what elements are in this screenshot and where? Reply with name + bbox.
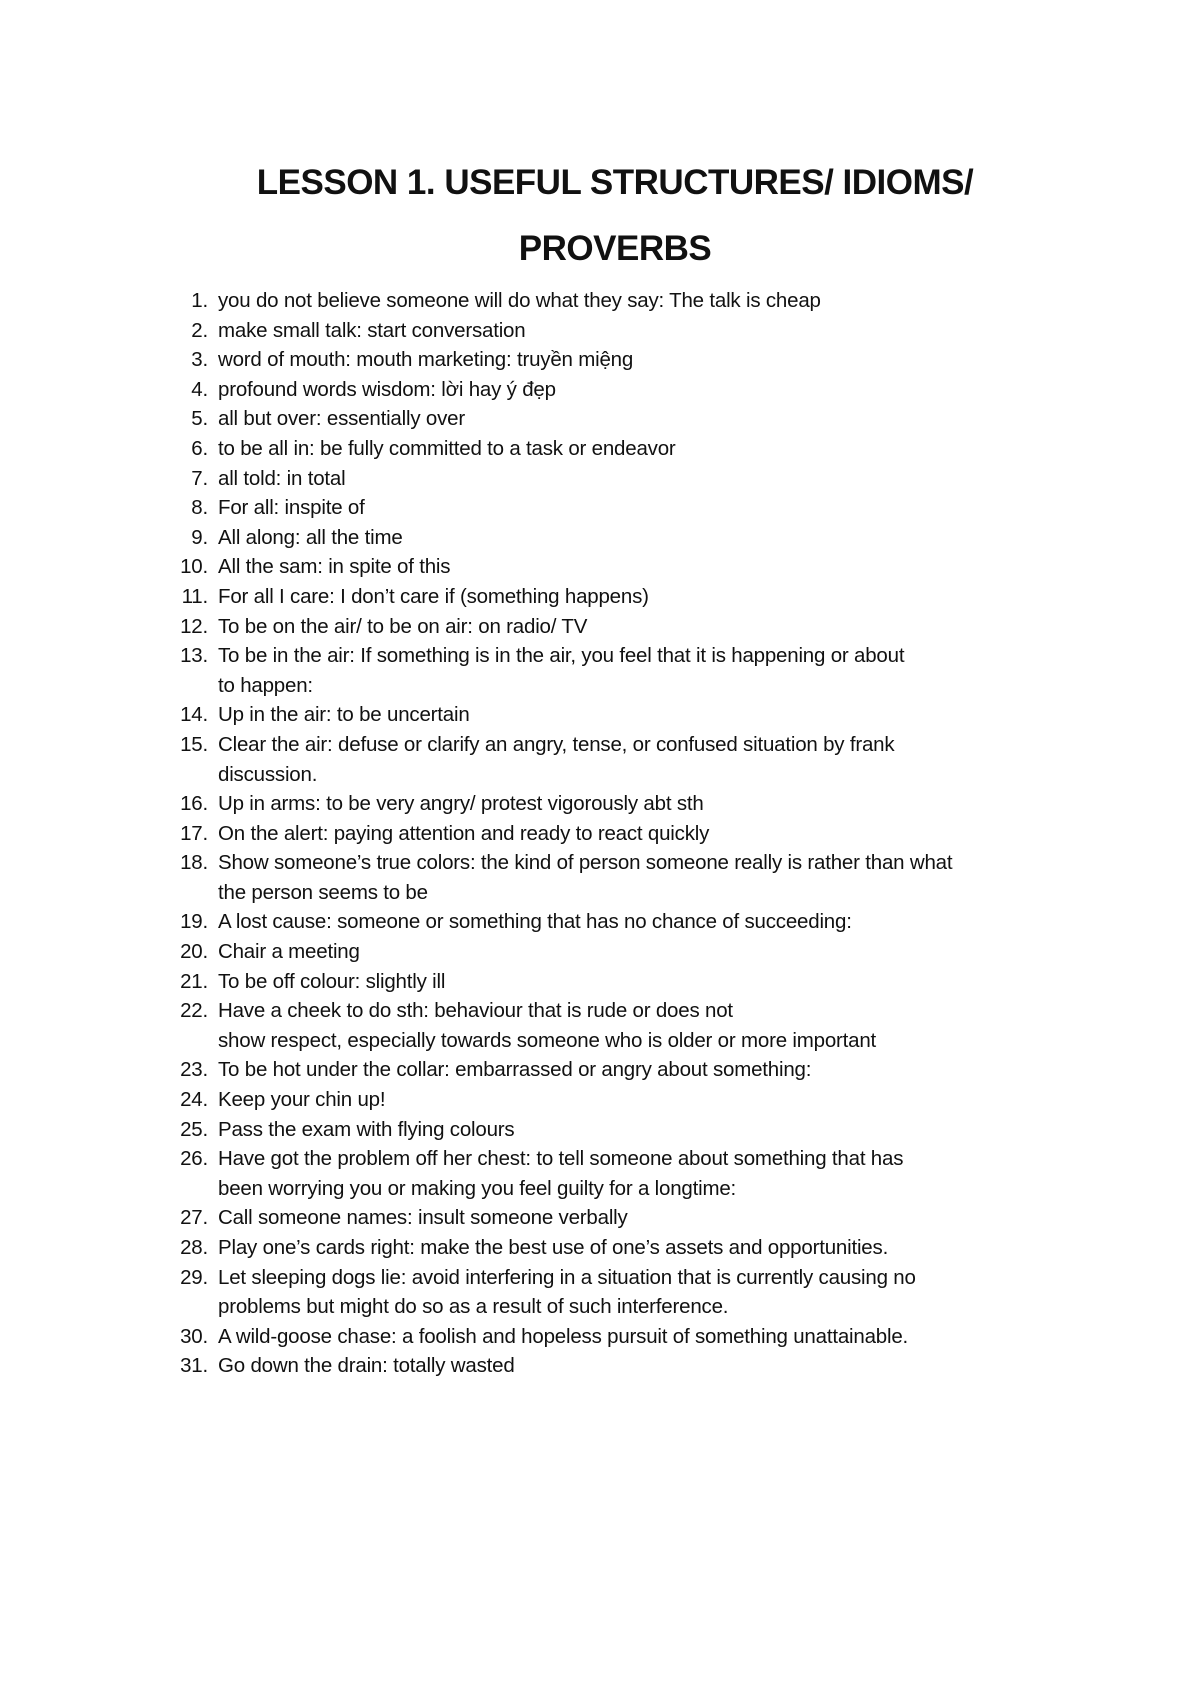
list-item-text: On the alert: paying attention and ready to react quickly <box>218 821 710 845</box>
list-item-number: 14. <box>180 703 208 727</box>
list-item-number: 10. <box>180 555 208 579</box>
list-item-text: All along: all the time <box>218 525 403 549</box>
list-item-number: 17. <box>180 821 208 845</box>
list-item <box>176 819 1056 849</box>
list-item <box>176 1322 1056 1352</box>
list-item <box>176 375 1056 405</box>
list-item-number: 1. <box>191 289 208 312</box>
list-item-text: To be hot under the collar: embarrassed or angry about something: <box>218 1058 812 1082</box>
list-item-number: 9. <box>191 525 208 549</box>
list-item-text: Have a cheek to do sth: behaviour that is rude or does not show respect, especially towards someone who is older or more important <box>218 999 877 1052</box>
list-item-number: 13. <box>180 644 208 668</box>
list-item-number: 27. <box>180 1206 208 1230</box>
list-item-number: 4. <box>191 377 208 401</box>
list-item-text: all told: in total <box>218 466 346 490</box>
list-item <box>176 1115 1056 1145</box>
list-item-text: For all I care: I don’t care if (something happens) <box>218 584 649 608</box>
list-item-number: 21. <box>180 969 208 993</box>
list-item <box>176 700 1056 730</box>
list-item-text: you do not believe someone will do what they say: The talk is cheap <box>218 289 821 312</box>
list-item-text: profound words wisdom: lời hay ý đẹp <box>218 377 556 401</box>
list-item <box>176 1263 1056 1322</box>
list-item-number: 29. <box>180 1265 208 1289</box>
list-item-number: 24. <box>180 1088 208 1112</box>
list-item <box>176 1055 1056 1085</box>
list-item-text: Pass the exam with flying colours <box>218 1117 515 1141</box>
idiom-list <box>176 286 1056 1381</box>
list-item-number: 11. <box>181 584 208 608</box>
list-item-text: To be off colour: slightly ill <box>218 969 446 993</box>
list-item-text: Let sleeping dogs lie: avoid interfering in a situation that is currently causing no problems but might do so as a result of such interference. <box>218 1265 916 1319</box>
list-item-number: 25. <box>180 1117 208 1141</box>
list-item <box>176 404 1056 434</box>
list-item <box>176 1144 1056 1203</box>
list-item-number: 26. <box>180 1147 208 1171</box>
list-item <box>176 345 1056 375</box>
list-item <box>176 1233 1056 1263</box>
list-item-number: 23. <box>180 1058 208 1082</box>
list-item-number: 8. <box>191 496 208 520</box>
list-item <box>176 286 1056 316</box>
list-item-text: Up in the air: to be uncertain <box>218 703 470 727</box>
list-item-text: make small talk: start conversation <box>218 318 526 342</box>
list-item-text: A lost cause: someone or something that has no chance of succeeding: <box>218 910 852 934</box>
list-item-text: To be on the air/ to be on air: on radio/ TV <box>218 614 588 638</box>
list-item-text: Chair a meeting <box>218 940 360 964</box>
list-item <box>176 434 1056 464</box>
list-item <box>176 1351 1056 1381</box>
list-item-text: Clear the air: defuse or clarify an angry, tense, or confused situation by frank discussion. <box>218 732 895 786</box>
list-item-text: word of mouth: mouth marketing: truyền miệng <box>218 348 634 372</box>
list-item <box>176 789 1056 819</box>
list-item-text: Up in arms: to be very angry/ protest vigorously abt sth <box>218 792 704 816</box>
list-item-text: Call someone names: insult someone verbally <box>218 1206 628 1230</box>
list-item-number: 30. <box>180 1324 208 1348</box>
list-item-number: 31. <box>180 1354 208 1378</box>
list-item <box>176 582 1056 612</box>
list-item-number: 20. <box>180 940 208 964</box>
list-item-number: 2. <box>191 318 208 342</box>
list-item <box>176 848 1056 907</box>
list-item-text: Go down the drain: totally wasted <box>218 1354 515 1378</box>
list-item <box>176 937 1056 967</box>
list-item <box>176 552 1056 582</box>
list-item <box>176 641 1056 700</box>
list-item-text: all but over: essentially over <box>218 407 465 431</box>
list-item <box>176 316 1056 346</box>
list-item <box>176 493 1056 523</box>
list-item-text: A wild-goose chase: a foolish and hopeless pursuit of something unattainable. <box>218 1324 909 1348</box>
list-item-text: Have got the problem off her chest: to tell someone about something that has been worrying you or making you feel guilty for a longtime: <box>218 1147 904 1200</box>
list-item <box>176 967 1056 997</box>
list-item <box>176 907 1056 937</box>
list-item-number: 5. <box>191 407 208 431</box>
list-item <box>176 464 1056 494</box>
list-item <box>176 730 1056 789</box>
list-item-text: Show someone’s true colors: the kind of person someone really is rather than what the person seems to be <box>218 851 953 904</box>
list-item-number: 3. <box>191 348 208 372</box>
list-item <box>176 996 1056 1055</box>
list-item-number: 28. <box>180 1236 208 1259</box>
list-item <box>176 612 1056 642</box>
list-item <box>176 1203 1056 1233</box>
page-title: LESSON 1. USEFUL STRUCTURES/ IDIOMS/ PROVERBS <box>256 163 974 268</box>
list-item-text: For all: inspite of <box>218 496 365 520</box>
list-item-number: 18. <box>180 851 208 875</box>
list-item <box>176 523 1056 553</box>
list-item-text: Keep your chin up! <box>218 1088 386 1112</box>
list-item-text: Play one’s cards right: make the best use of one’s assets and opportunities. <box>218 1236 889 1259</box>
list-item-number: 16. <box>180 792 208 816</box>
list-item-number: 22. <box>180 999 208 1023</box>
list-item <box>176 1085 1056 1115</box>
list-item-number: 7. <box>191 466 208 490</box>
list-item-text: All the sam: in spite of this <box>218 555 451 579</box>
list-item-number: 6. <box>191 436 208 460</box>
list-item-number: 12. <box>180 614 208 638</box>
list-item-text: to be all in: be fully committed to a task or endeavor <box>218 436 676 460</box>
list-item-number: 19. <box>180 910 208 934</box>
list-item-text: To be in the air: If something is in the air, you feel that it is happening or about to happen: <box>218 644 905 697</box>
list-item-number: 15. <box>180 732 208 756</box>
